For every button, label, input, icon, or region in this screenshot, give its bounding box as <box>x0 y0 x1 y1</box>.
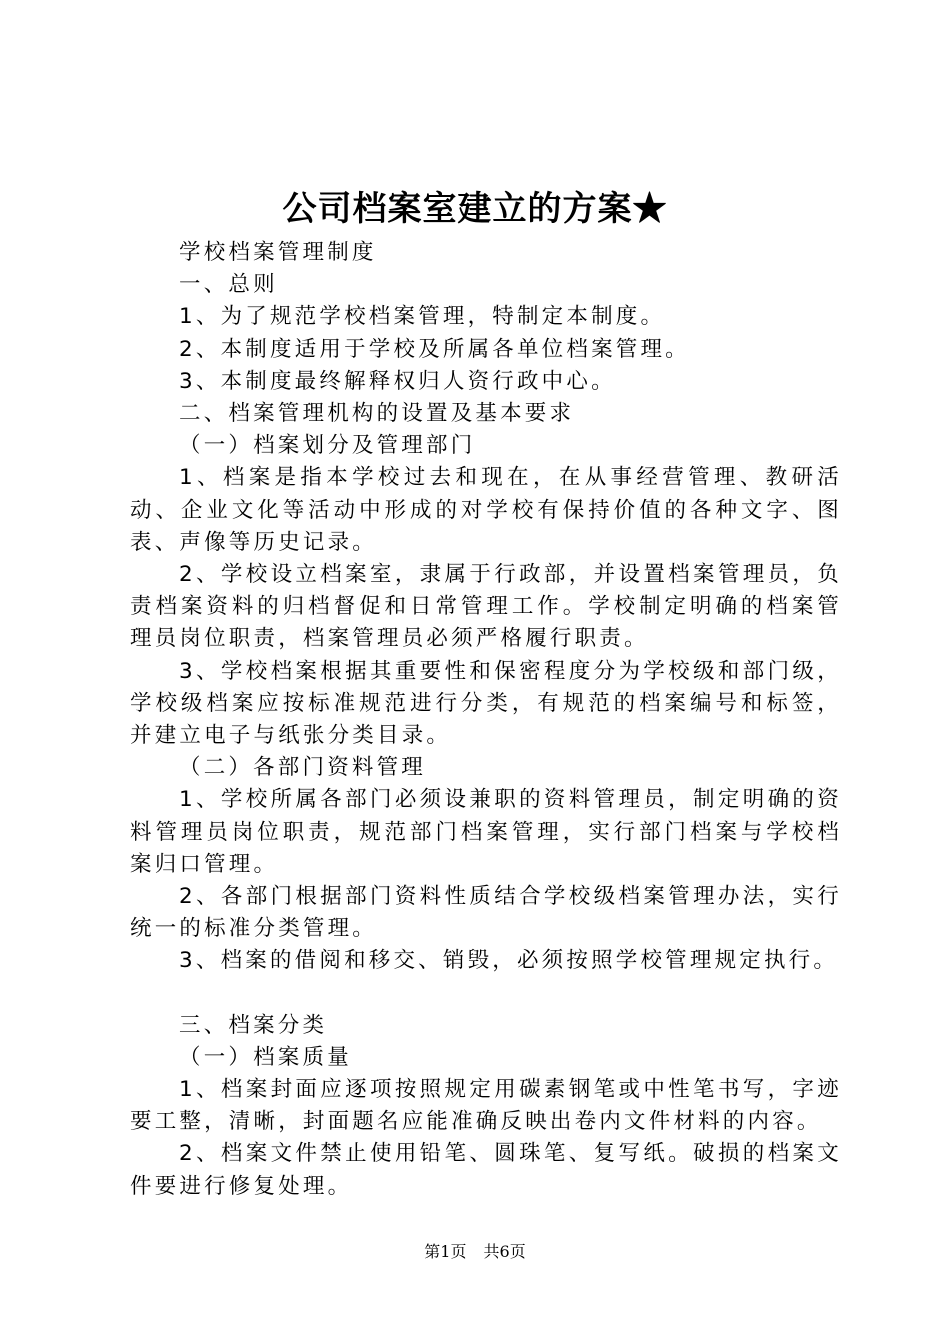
paragraph-system-heading: 学校档案管理制度 <box>179 240 377 265</box>
document-body <box>130 237 842 1203</box>
section-heading-classification: 三、档案分类 <box>179 1012 328 1038</box>
paragraph: 2、档案文件禁止使用铅笔、圆珠笔、复写纸。破损的档案文件要进行修复处理。 <box>130 1141 842 1199</box>
page-total: 共6页 <box>483 1242 526 1261</box>
paragraph: 3、学校档案根据其重要性和保密程度分为学校级和部门级，学校级档案应按标准规范进行分类，有规范的档案编号和标签，并建立电子与纸张分类目录。 <box>130 658 842 749</box>
subsection-heading: （二）各部门资料管理 <box>179 755 427 781</box>
paragraph: 1、档案封面应逐项按照规定用碳素钢笔或中性笔书写，字迹要工整，清晰，封面题名应能准确反映出卷内文件材料的内容。 <box>130 1077 842 1135</box>
section-heading-general: 一、总则 <box>179 272 278 298</box>
paragraph: 2、学校设立档案室，隶属于行政部，并设置档案管理员，负责档案资料的归档督促和日常管理工作。学校制定明确的档案管理员岗位职责，档案管理员必须严格履行职责。 <box>130 562 842 652</box>
page-number: 第1页 <box>424 1242 467 1261</box>
paragraph: 2、各部门根据部门资料性质结合学校级档案管理办法，实行统一的标准分类管理。 <box>130 884 842 942</box>
paragraph: 1、档案是指本学校过去和现在，在从事经营管理、教研活动、企业文化等活动中形成的对学校有保持价值的各种文字、图表、声像等历史记录。 <box>130 465 842 555</box>
subsection-heading: （一）档案划分及管理部门 <box>179 433 476 459</box>
document-title: 公司档案室建立的方案★ <box>282 189 668 229</box>
section-heading-organization: 二、档案管理机构的设置及基本要求 <box>179 401 575 427</box>
paragraph: 3、档案的借阅和移交、销毁，必须按照学校管理规定执行。 <box>179 948 839 974</box>
paragraph: 2、本制度适用于学校及所属各单位档案管理。 <box>179 336 690 362</box>
subsection-heading: （一）档案质量 <box>179 1044 352 1070</box>
paragraph: 3、本制度最终解释权归人资行政中心。 <box>179 368 616 394</box>
paragraph: 1、为了规范学校档案管理，特制定本制度。 <box>179 304 666 330</box>
paragraph: 1、学校所属各部门必须设兼职的资料管理员，制定明确的资料管理员岗位职责，规范部门档案管理，实行部门档案与学校档案归口管理。 <box>130 787 842 877</box>
page-footer <box>0 1240 950 1264</box>
